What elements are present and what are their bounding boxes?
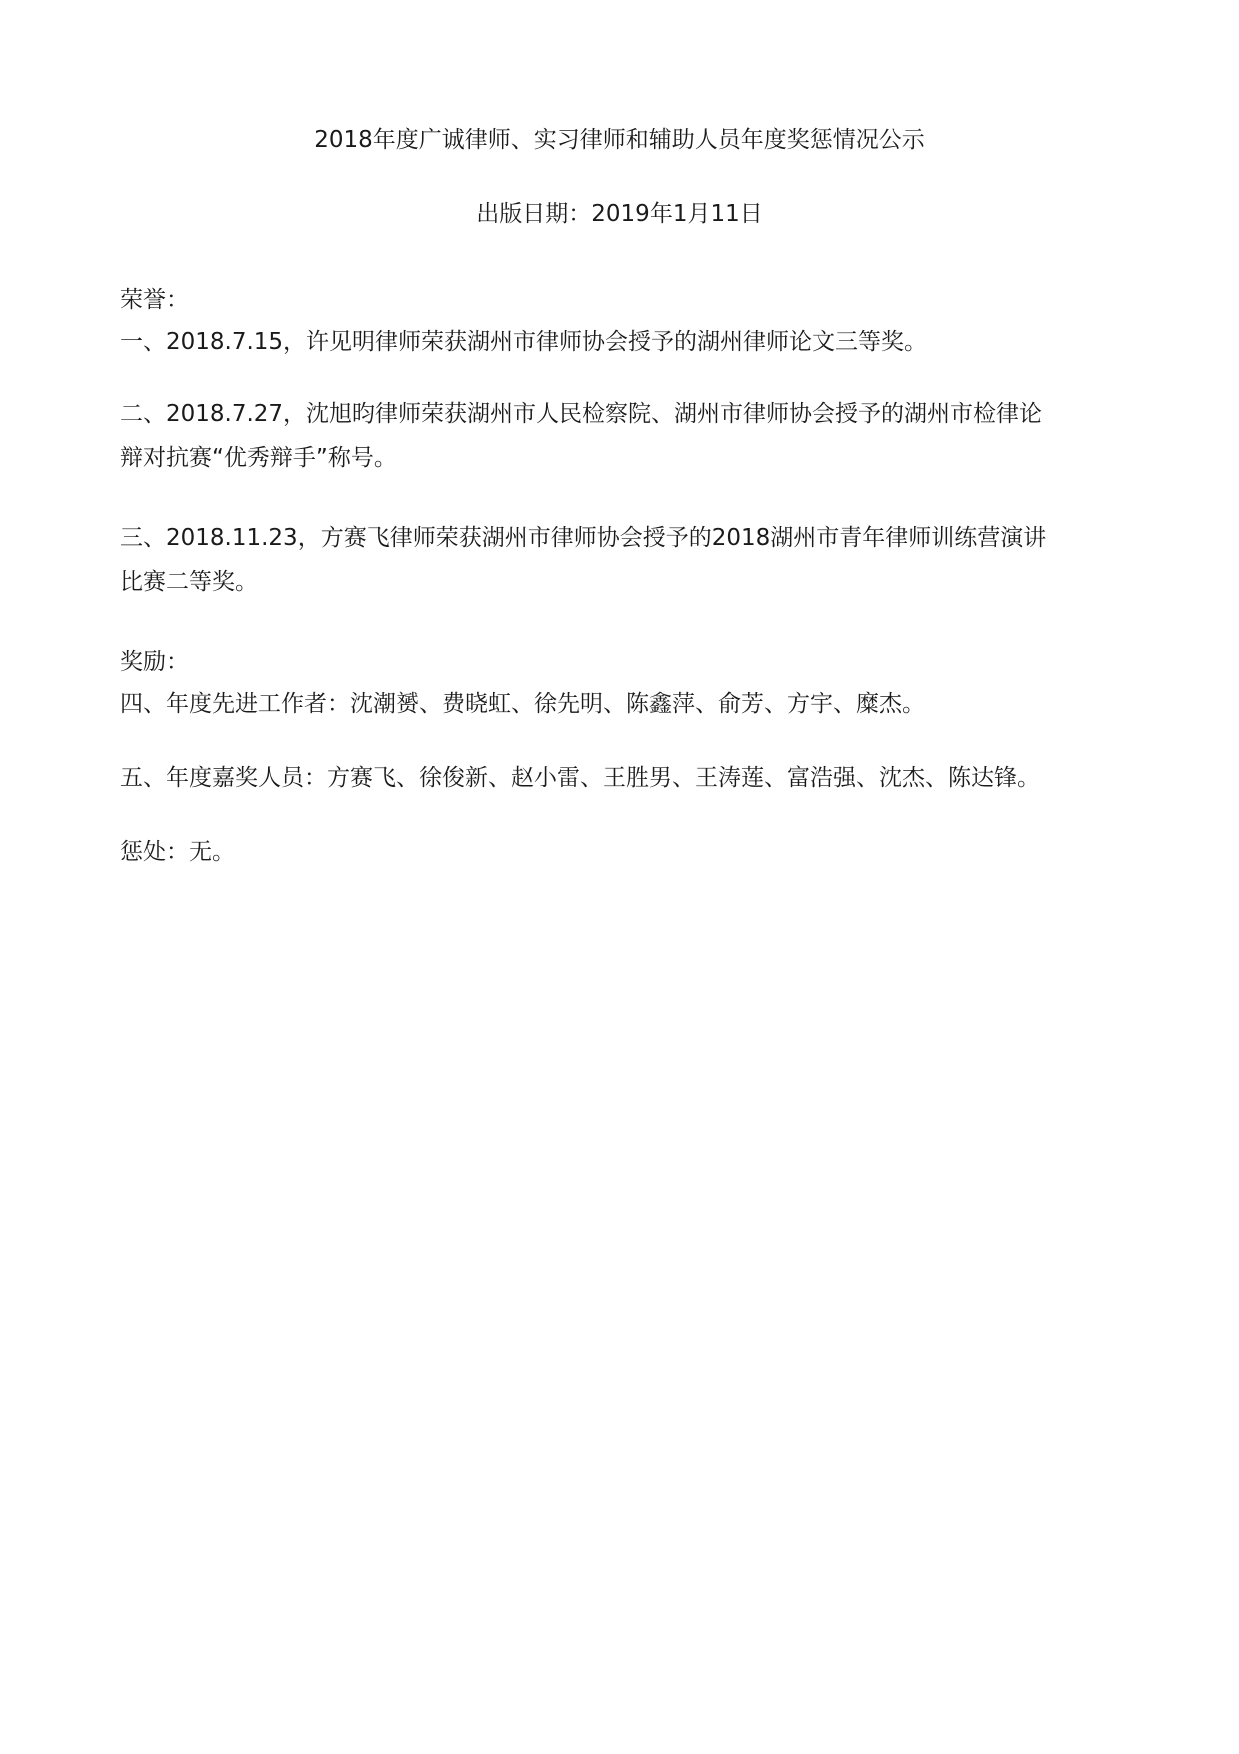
honor-item-2-line-1: 二、2018.7.27，沈旭昀律师荣获湖州市人民检察院、湖州市律师协会授予的湖州市检律论 <box>120 401 1043 427</box>
honor-item-1-line-1: 一、2018.7.15，许见明律师荣获湖州市律师协会授予的湖州律师论文三等奖。 <box>120 329 928 355</box>
honor-item-1 <box>120 320 1130 364</box>
honor-item-2-line-2: 辩对抗赛“优秀辩手”称号。 <box>120 445 397 471</box>
honors-heading-text: 荣誉： <box>120 287 189 313</box>
rewards-heading-text: 奖励： <box>120 649 189 675</box>
publish-date: 出版日期：2019年1月11日 <box>476 201 763 227</box>
penalties <box>120 830 1130 874</box>
reward-item-2-line-1: 五、年度嘉奖人员：方赛飞、徐俊新、赵小雷、王胜男、王涛莲、富浩强、沈杰、陈达锋。 <box>120 765 1040 791</box>
reward-item-1-line-1: 四、年度先进工作者：沈潮赟、费晓虹、徐先明、陈鑫萍、俞芳、方宇、糜杰。 <box>120 691 925 717</box>
honor-item-3 <box>120 516 1130 604</box>
reward-item-2 <box>120 756 1130 800</box>
honors-heading <box>120 278 1130 322</box>
document-title: 2018年度广诚律师、实习律师和辅助人员年度奖惩情况公示 <box>314 127 925 153</box>
reward-item-1 <box>120 682 1130 726</box>
honor-item-3-line-2: 比赛二等奖。 <box>120 569 258 595</box>
penalties-text: 惩处：无。 <box>120 839 235 865</box>
honor-item-2 <box>120 392 1130 480</box>
rewards-heading <box>120 640 1130 684</box>
honor-item-3-line-1: 三、2018.11.23，方赛飞律师荣获湖州市律师协会授予的2018湖州市青年律师训练营演讲 <box>120 525 1047 551</box>
